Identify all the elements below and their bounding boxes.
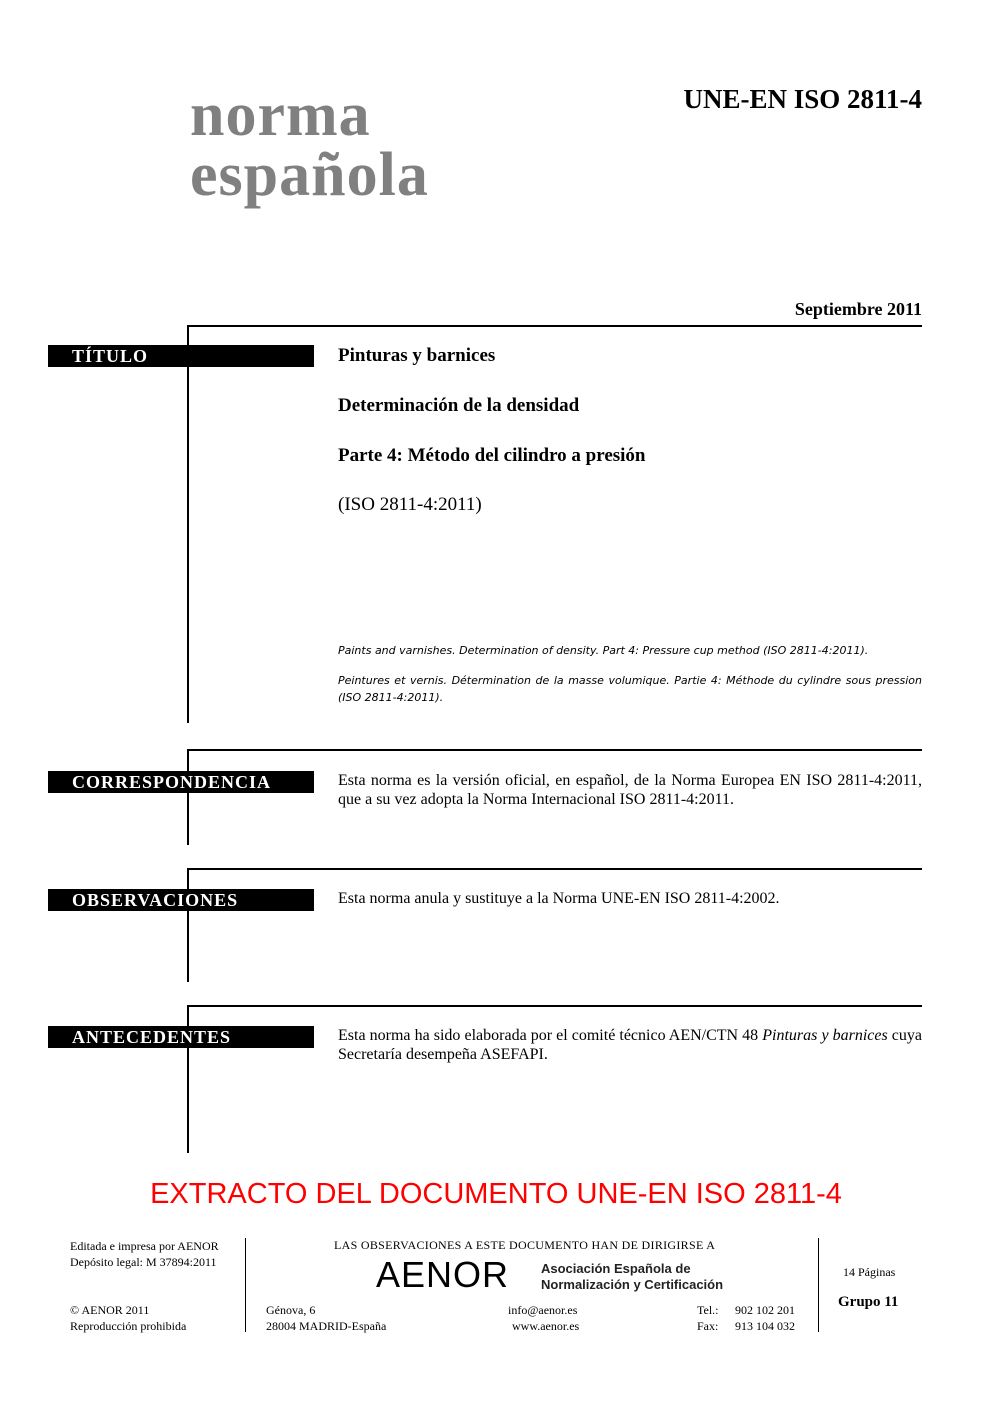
footer-address-line2: 28004 MADRID-España: [266, 1319, 387, 1333]
title-french: Peintures et vernis. Détermination de la masse volumique. Partie 4: Méthode du cylindre sous pression (ISO 2811-4:2011).: [338, 674, 922, 704]
price-group: Grupo 11: [838, 1294, 899, 1310]
footer-email-link[interactable]: info@aenor.es: [508, 1303, 578, 1317]
section-rule-observaciones: [187, 868, 922, 870]
brand-title-line1: norma: [190, 81, 371, 149]
extract-notice: EXTRACTO DEL DOCUMENTO UNE-EN ISO 2811-4: [150, 1178, 842, 1210]
footer-copyright: © AENOR 2011: [70, 1303, 150, 1317]
title-iso-ref: (ISO 2811-4:2011): [338, 494, 482, 515]
aenor-full-name: [541, 1261, 723, 1293]
section-rule-correspondencia: [187, 749, 922, 751]
footer-divider-right: [818, 1238, 819, 1332]
footer-edited: Editada e impresa por AENOR: [70, 1239, 219, 1253]
section-bar-titulo: [187, 325, 189, 723]
footer-deposito: Depósito legal: M 37894:2011: [70, 1255, 217, 1269]
title-line2: Determinación de la densidad: [338, 395, 580, 416]
footer-contact-heading: LAS OBSERVACIONES A ESTE DOCUMENTO HAN DE DIRIGIRSE A: [334, 1238, 716, 1252]
page-count: 14 Páginas: [843, 1265, 896, 1279]
footer-fax-label: Fax:: [697, 1319, 719, 1333]
footer-divider-left: [245, 1238, 246, 1332]
standard-id: UNE-EN ISO 2811-4: [683, 84, 922, 114]
brand-title-line2: española: [190, 141, 429, 209]
aenor-logo: AENOR: [376, 1254, 510, 1295]
label-antecedentes: ANTECEDENTES: [48, 1026, 314, 1048]
label-titulo: TÍTULO: [48, 345, 314, 367]
title-line3: Parte 4: Método del cilindro a presión: [338, 445, 646, 466]
section-rule-antecedentes: [187, 1005, 922, 1007]
publication-date: Septiembre 2011: [794, 299, 922, 319]
footer-tel: 902 102 201: [735, 1303, 795, 1317]
section-rule-titulo: [187, 325, 922, 327]
footer-reproduccion: Reproducción prohibida: [70, 1319, 187, 1333]
section-bar-correspondencia: [187, 749, 189, 845]
antecedentes-text-before: Esta norma ha sido elaborada por el comité técnico AEN/CTN 48: [338, 1027, 763, 1044]
footer-address-line1: Génova, 6: [266, 1303, 316, 1317]
correspondencia-text: Esta norma es la versión oficial, en español, de la Norma Europea EN ISO 2811-4:2011, que a su vez adopta la Norma Internacional ISO 2811-4:2011.: [338, 772, 922, 808]
section-bar-observaciones: [187, 868, 189, 982]
aenor-name-line1: Asociación Española de: [541, 1261, 691, 1276]
footer-web-link[interactable]: www.aenor.es: [512, 1319, 580, 1333]
footer-fax: 913 104 032: [735, 1319, 795, 1333]
footer-tel-label: Tel.:: [697, 1303, 719, 1317]
observaciones-text: Esta norma anula y sustituye a la Norma UNE-EN ISO 2811-4:2002.: [338, 890, 780, 907]
antecedentes-committee-name: Pinturas y barnices: [762, 1027, 888, 1044]
antecedentes-text-after: cuya Secretaría desempeña ASEFAPI.: [338, 1027, 922, 1063]
label-correspondencia: CORRESPONDENCIA: [48, 771, 314, 793]
aenor-name-line2: Normalización y Certificación: [541, 1277, 724, 1292]
title-line1: Pinturas y barnices: [338, 345, 496, 366]
antecedentes-text: [338, 1026, 922, 1064]
label-observaciones: OBSERVACIONES: [48, 889, 314, 911]
title-english: Paints and varnishes. Determination of density. Part 4: Pressure cup method (ISO 2811-4:2011).: [338, 644, 869, 657]
